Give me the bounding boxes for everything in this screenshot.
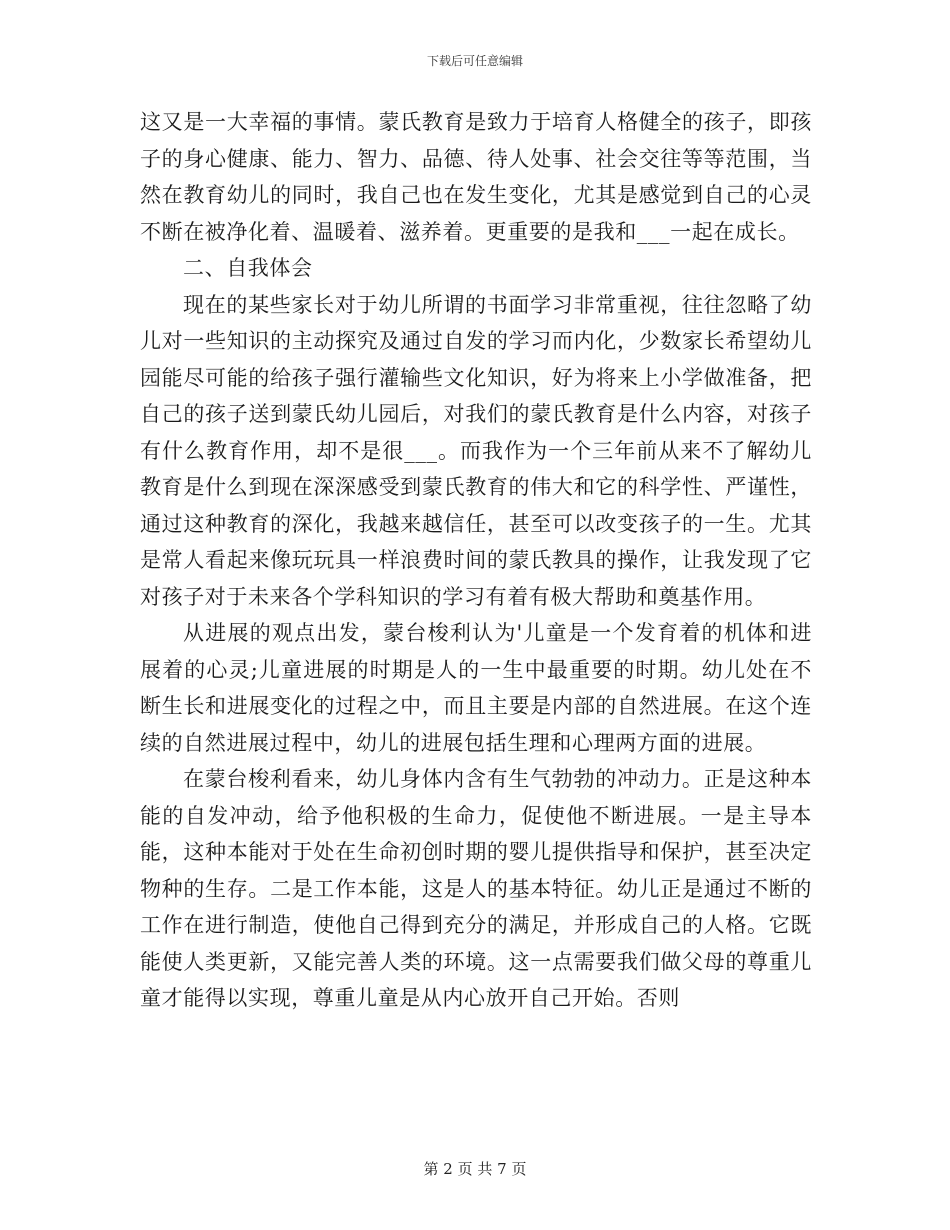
section-heading: 二、自我体会 <box>183 256 313 280</box>
paragraph: 现在的某些家长对于幼儿所谓的书面学习非常重视，往往忽略了幼儿对一些知识的主动探究及通过自发的学习而内化，少数家长希望幼儿园能尽可能的给孩子强行灌输些文化知识，好为将来上小学做准备，把自己的孩子送到蒙氏幼儿园后，对我们的蒙氏教育是什么内容，对孩子有什么教育作用，却不是很___。而我作为一个三年前从来不了解幼儿教育是什么到现在深深感受到蒙氏教育的伟大和它的科学性、严谨性，通过这种教育的深化，我越来越信任，甚至可以改变孩子的一生。尤其是常人看起来像玩玩具一样浪费时间的蒙氏教具的操作，让我发现了它对孩子对于未来各个学科知识的学习有着有极大帮助和奠基作用。 <box>140 292 812 609</box>
page-header-note: 下载后可任意编辑 <box>426 54 523 68</box>
document-body <box>140 104 812 1017</box>
paragraph: 在蒙台梭利看来，幼儿身体内含有生气勃勃的冲动力。正是这种本能的自发冲动，给予他积极的生命力，促使他不断进展。一是主导本能，这种本能对于处在生命初创时期的婴儿提供指导和保护，甚至决定物种的生存。二是工作本能，这是人的基本特征。幼儿正是通过不断的工作在进行制造，使他自己得到充分的满足，并形成自己的人格。它既能使人类更新，又能完善人类的环境。这一点需要我们做父母的尊重儿童才能得以实现，尊重儿童是从内心放开自己开始。否则 <box>140 767 812 1010</box>
page-number: 第 2 页 共 7 页 <box>423 1160 527 1178</box>
paragraph: 从进展的观点出发，蒙台梭利认为'儿童是一个发育着的机体和进展着的心灵;儿童进展的时期是人的一生中最重要的时期。幼儿处在不断生长和进展变化的过程之中，而且主要是内部的自然进展。在这个连续的自然进展过程中，幼儿的进展包括生理和心理两方面的进展。 <box>140 621 812 755</box>
paragraph-continuation: 这又是一大幸福的事情。蒙氏教育是致力于培育人格健全的孩子，即孩子的身心健康、能力、智力、品德、待人处事、社会交往等等范围，当然在教育幼儿的同时，我自己也在发生变化，尤其是感觉到自己的心灵不断在被净化着、温暖着、滋养着。更重要的是我和___一起在成长。 <box>140 110 812 244</box>
